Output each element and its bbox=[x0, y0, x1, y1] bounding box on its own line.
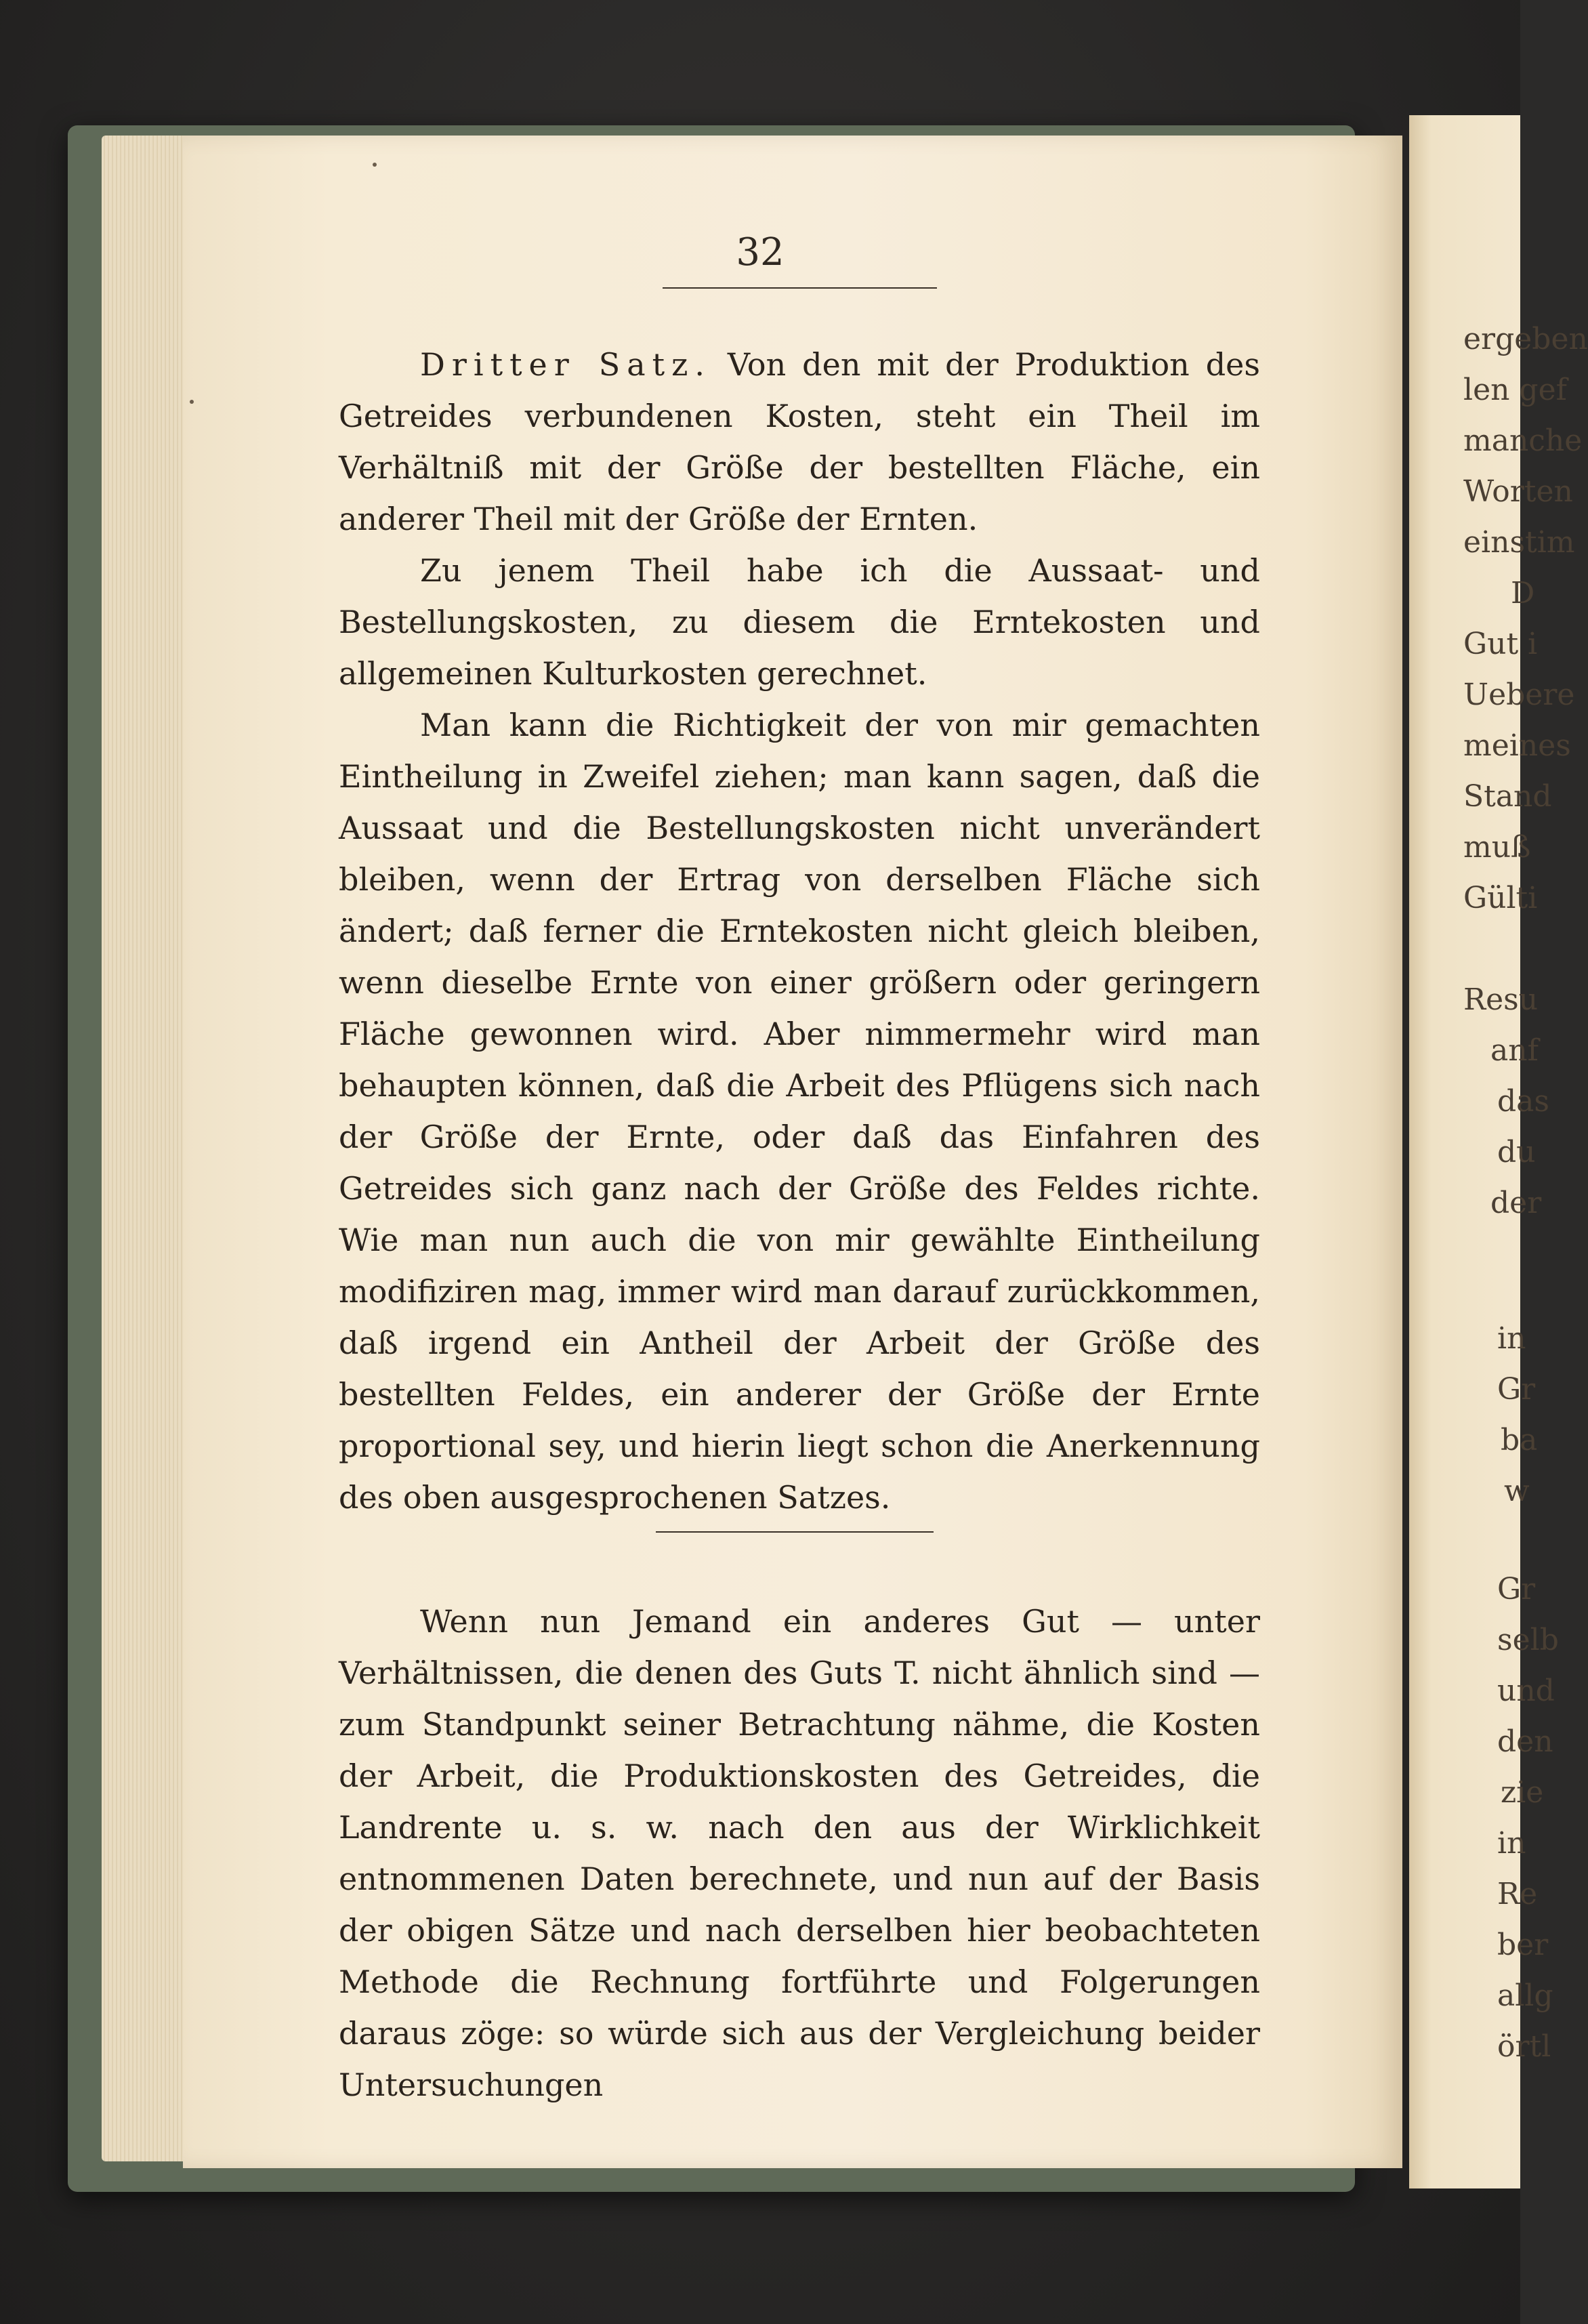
fragment-line: muß bbox=[1463, 830, 1531, 865]
fragment-line: Gr bbox=[1497, 1372, 1536, 1407]
fragment-line: allg bbox=[1497, 1978, 1553, 2013]
section-rule bbox=[656, 1531, 934, 1533]
body-text-top bbox=[339, 339, 1260, 1523]
paragraph-text: Von den mit der Produktion des Getreides verbundenen Kosten, steht ein Theil im Verhältniß mit der Größe der bestellten Fläche, ein anderer Theil mit der Größe der Ernten. bbox=[339, 346, 1260, 537]
fragment-line: meines bbox=[1463, 728, 1571, 763]
fragment-line: den bbox=[1497, 1724, 1553, 1759]
fragment-line: manche bbox=[1463, 423, 1583, 458]
fragment-line: örtl bbox=[1497, 2029, 1551, 2064]
fragment-line: und bbox=[1497, 1674, 1555, 1708]
fragment-line: Gut i bbox=[1463, 627, 1538, 661]
section-lead: Dritter Satz. bbox=[420, 346, 711, 383]
fragment-line: zie bbox=[1501, 1775, 1544, 1810]
fragment-line: Gr bbox=[1497, 1572, 1536, 1606]
fragment-line: ergeben bbox=[1463, 322, 1588, 356]
fragment-line: ba bbox=[1501, 1423, 1538, 1457]
fragment-line: len gef bbox=[1463, 373, 1567, 407]
fragment-line: ber bbox=[1497, 1928, 1549, 1962]
fragment-line: w bbox=[1504, 1474, 1530, 1508]
facing-page-fragment bbox=[1409, 115, 1588, 2188]
body-text-bottom bbox=[339, 1596, 1260, 2111]
fragment-line: in bbox=[1497, 1321, 1526, 1356]
fragment-line: Gülti bbox=[1463, 881, 1538, 915]
paragraph-man-kann: Man kann die Richtigkeit der von mir gemachten Eintheilung in Zweifel ziehen; man kann sagen, daß die Aussaat und die Bestellungskosten nicht unverändert bleiben, wenn der Ertrag von derselben Fläche sich ändert; daß ferner die Erntekosten nicht gleich bleiben, wenn dieselbe Ernte von einer größern oder geringern Fläche gewonnen wird. Aber nimmermehr wird man behaupten können, daß die Arbeit des Pflügens sich nach der Größe der Ernte, oder daß das Einfahren des Getreides sich ganz nach der Größe des Feldes richte. Wie man nun auch die von mir gewählte Eintheilung modifiziren mag, immer wird man darauf zurückkommen, daß irgend ein Antheil der Arbeit der Größe des bestellten Feldes, ein anderer der Größe der Ernte proportional sey, und hierin liegt schon die Anerkennung des oben ausgesprochenen Satzes. bbox=[339, 707, 1260, 1516]
page-number: 32 bbox=[736, 230, 785, 274]
header-rule bbox=[663, 287, 937, 289]
fragment-line: Re bbox=[1497, 1877, 1538, 1911]
fragment-line: selb bbox=[1497, 1623, 1559, 1657]
fragment-line: D bbox=[1511, 576, 1535, 610]
fragment-line: der bbox=[1490, 1186, 1542, 1220]
paragraph-dritter-satz bbox=[339, 339, 1260, 545]
fragment-line: Uebere bbox=[1463, 678, 1575, 712]
paper-speck bbox=[190, 400, 194, 404]
fragment-line: einstim bbox=[1463, 525, 1575, 560]
fragment-line: in bbox=[1497, 1826, 1526, 1861]
page-edges bbox=[102, 136, 196, 2161]
paragraph-zu-jenem: Zu jenem Theil habe ich die Aussaat- und Bestellungskosten, zu diesem die Erntekosten und allgemeinen Kulturkosten gerechnet. bbox=[339, 552, 1260, 692]
fragment-line: Resu bbox=[1463, 982, 1539, 1017]
fragment-line: Worten bbox=[1463, 474, 1573, 509]
fragment-line: Stand bbox=[1463, 779, 1552, 814]
fragment-line: das bbox=[1497, 1084, 1549, 1119]
fragment-line: anf bbox=[1490, 1033, 1539, 1068]
paper-speck bbox=[373, 163, 377, 167]
fragment-line: du bbox=[1497, 1135, 1536, 1169]
paragraph-wenn-nun: Wenn nun Jemand ein anderes Gut — unter Verhältnissen, die denen des Guts T. nicht ähnlich sind — zum Standpunkt seiner Betrachtung nähme, die Kosten der Arbeit, die Produktionskosten des Getreides, die Landrente u. s. w. nach den aus der Wirklichkeit entnommenen Daten berechnete, und nun auf der Basis der obigen Sätze und nach derselben hier beobachteten Methode die Rechnung fortführte und Folgerungen daraus zöge: so würde sich aus der Vergleichung beider Untersuchungen bbox=[339, 1603, 1260, 2103]
